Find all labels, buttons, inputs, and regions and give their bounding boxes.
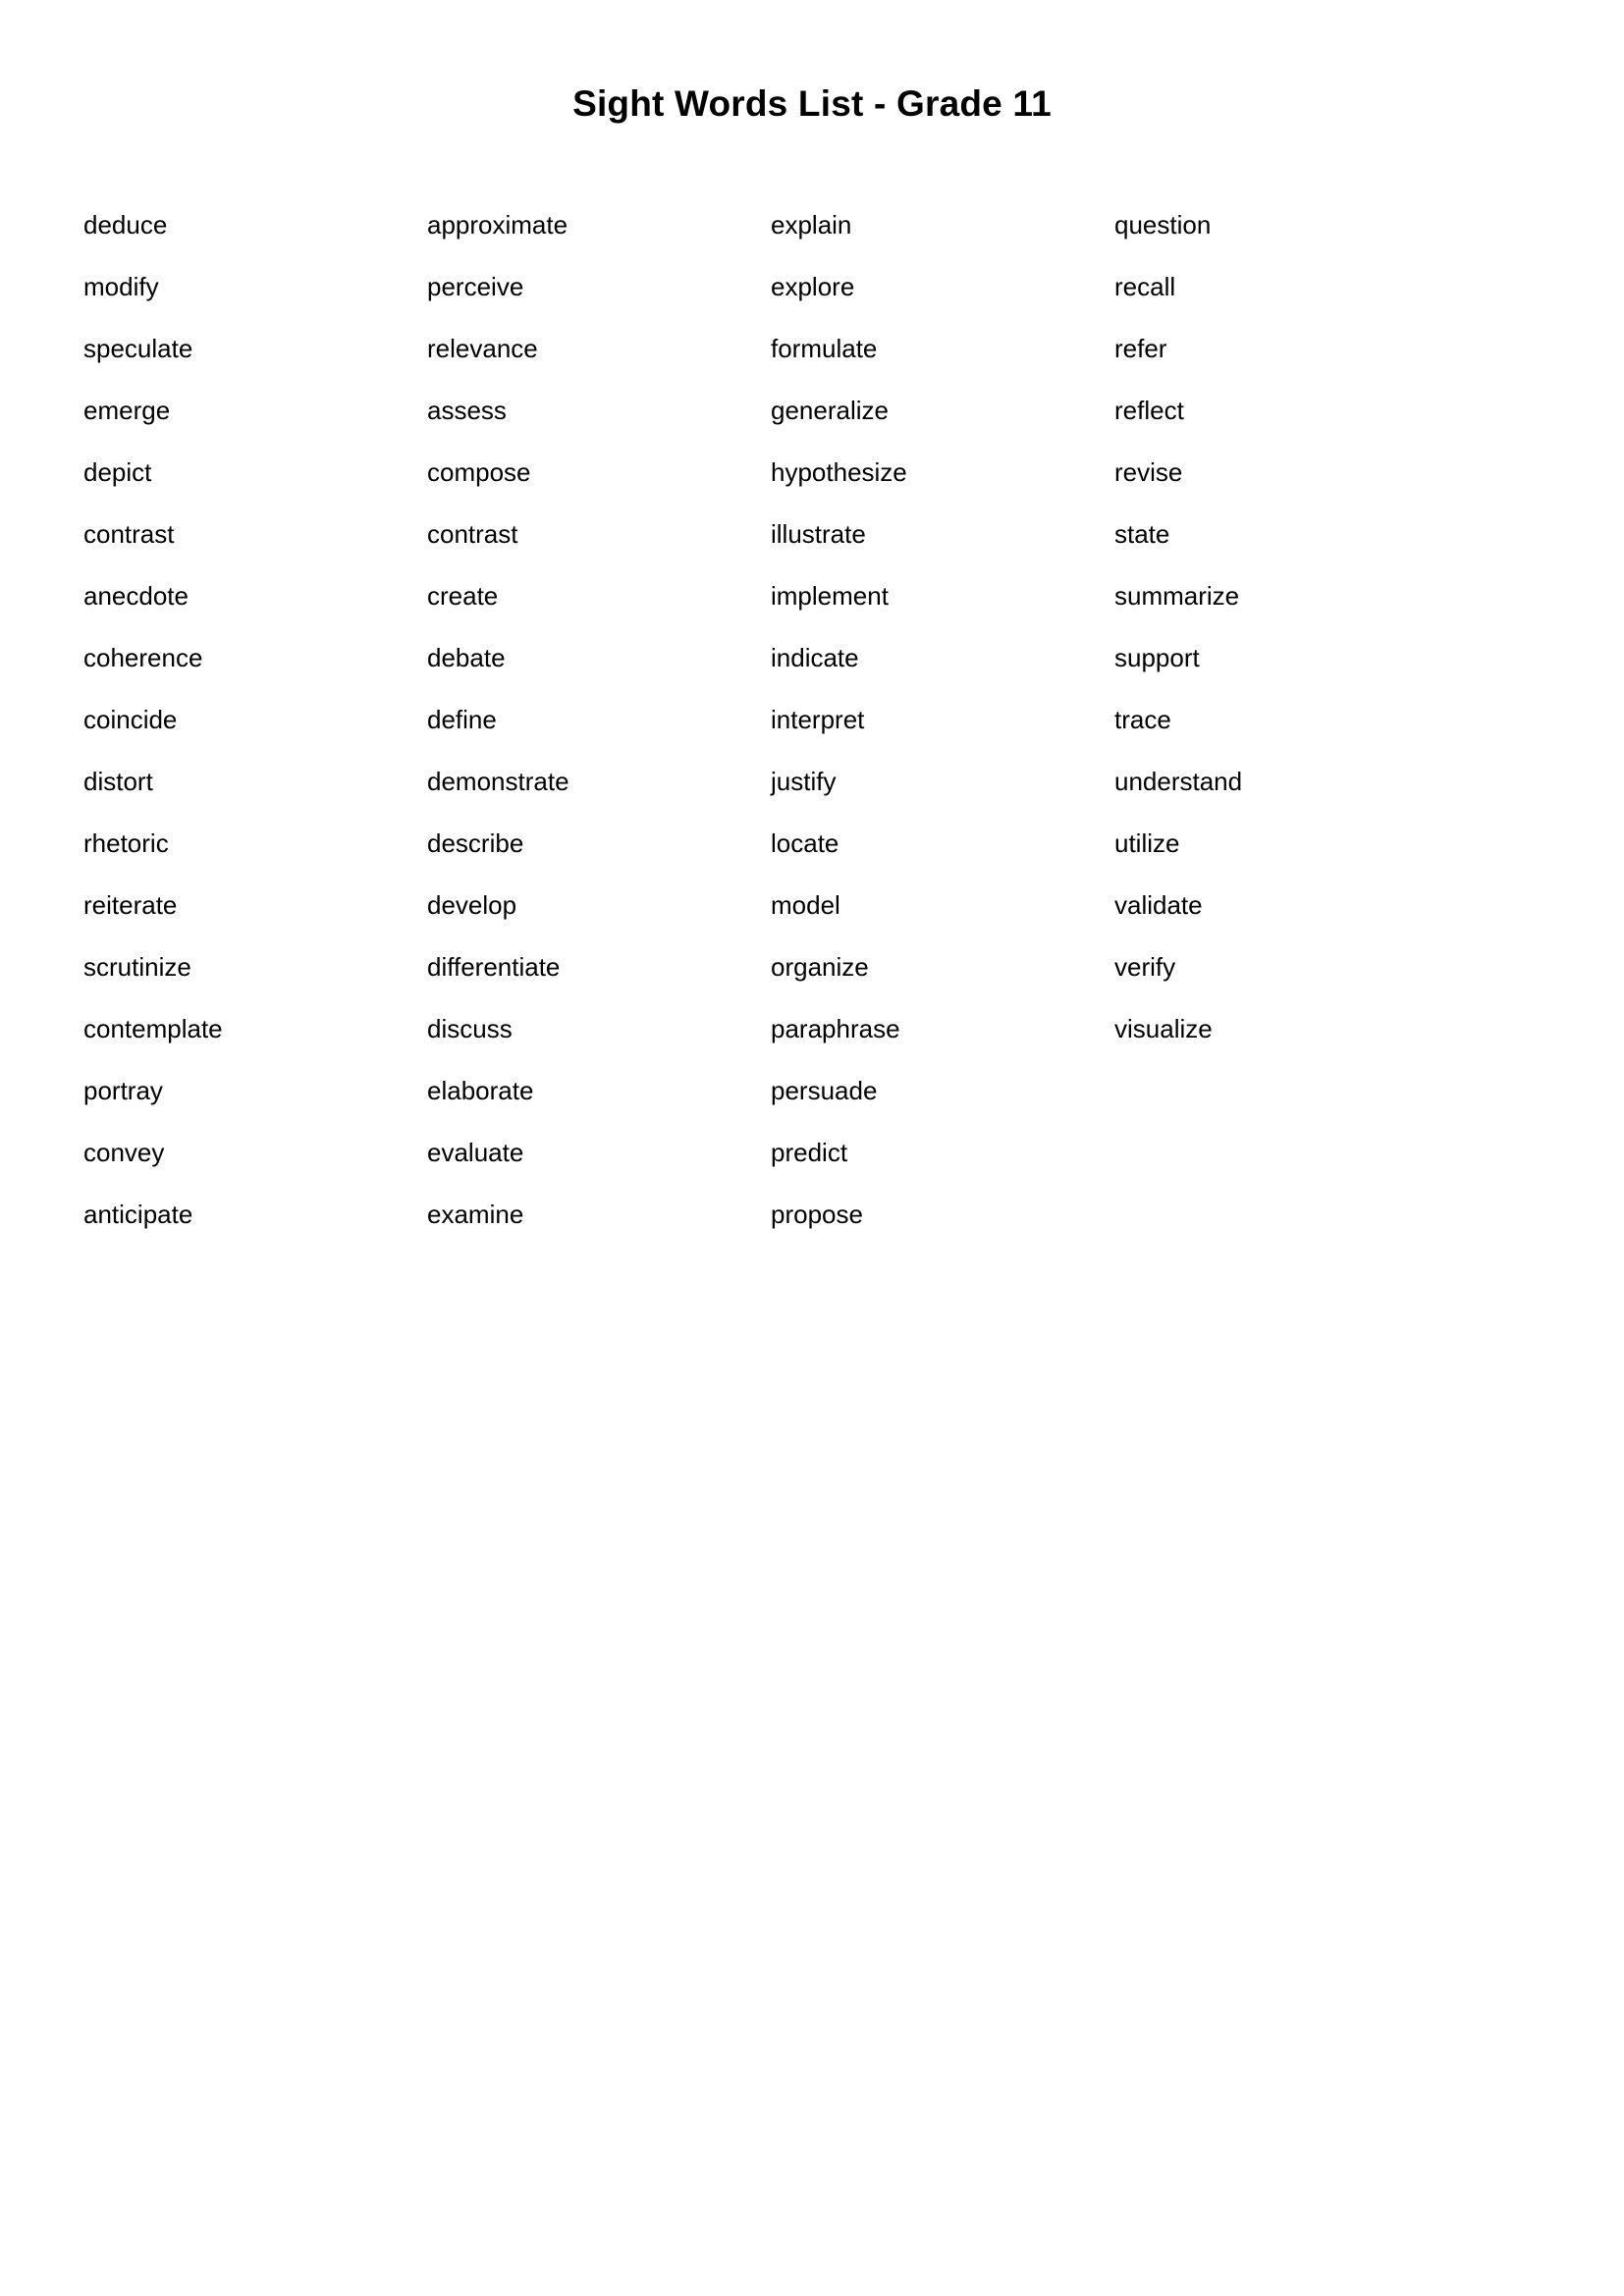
word-item: examine (427, 1200, 524, 1229)
word-item: discuss (427, 1014, 513, 1043)
word-item: utilize (1114, 828, 1180, 858)
word-item: convey (83, 1138, 165, 1167)
word-item: perceive (427, 272, 524, 301)
word-column-4 (1114, 194, 1458, 1060)
word-item: model (771, 890, 840, 920)
word-item: anticipate (83, 1200, 193, 1229)
word-item: understand (1114, 767, 1243, 796)
word-item: interpret (771, 705, 865, 734)
word-item: explain (771, 210, 852, 240)
word-item: illustrate (771, 519, 866, 549)
word-item: summarize (1114, 581, 1240, 611)
word-item: paraphrase (771, 1014, 900, 1043)
word-item: indicate (771, 643, 859, 672)
word-item: scrutinize (83, 952, 191, 982)
word-item: demonstrate (427, 767, 569, 796)
word-item: describe (427, 828, 524, 858)
word-item: verify (1114, 952, 1176, 982)
word-item: hypothesize (771, 457, 907, 487)
word-item: relevance (427, 334, 538, 363)
word-item: rhetoric (83, 828, 169, 858)
word-item: create (427, 581, 499, 611)
word-item: contrast (83, 519, 175, 549)
word-item: reflect (1114, 396, 1184, 425)
word-item: speculate (83, 334, 193, 363)
word-column-3 (771, 194, 1114, 1246)
word-item: reiterate (83, 890, 178, 920)
word-item: generalize (771, 396, 889, 425)
word-item: emerge (83, 396, 171, 425)
word-item: approximate (427, 210, 568, 240)
word-item: state (1114, 519, 1170, 549)
word-item: evaluate (427, 1138, 524, 1167)
word-item: coincide (83, 705, 178, 734)
word-item: elaborate (427, 1076, 534, 1105)
word-item: trace (1114, 705, 1171, 734)
word-item: predict (771, 1138, 848, 1167)
word-item: explore (771, 272, 855, 301)
word-column-2 (427, 194, 771, 1246)
word-item: distort (83, 767, 153, 796)
word-item: anecdote (83, 581, 189, 611)
word-item: contemplate (83, 1014, 223, 1043)
word-item: revise (1114, 457, 1183, 487)
word-item: propose (771, 1200, 863, 1229)
word-item: validate (1114, 890, 1203, 920)
word-item: contrast (427, 519, 518, 549)
word-item: portray (83, 1076, 163, 1105)
word-list-columns (83, 194, 1458, 1246)
word-item: coherence (83, 643, 203, 672)
word-item: support (1114, 643, 1200, 672)
word-item: develop (427, 890, 517, 920)
word-item: deduce (83, 210, 168, 240)
word-item: formulate (771, 334, 878, 363)
word-item: question (1114, 210, 1212, 240)
word-item: modify (83, 272, 159, 301)
word-item: define (427, 705, 497, 734)
word-item: assess (427, 396, 507, 425)
word-item: locate (771, 828, 839, 858)
word-item: implement (771, 581, 889, 611)
word-item: compose (427, 457, 531, 487)
word-item: recall (1114, 272, 1176, 301)
word-item: refer (1114, 334, 1167, 363)
word-item: differentiate (427, 952, 561, 982)
word-column-1 (83, 194, 427, 1246)
word-item: debate (427, 643, 506, 672)
word-item: persuade (771, 1076, 878, 1105)
word-item: organize (771, 952, 869, 982)
word-item: visualize (1114, 1014, 1213, 1043)
word-item: depict (83, 457, 152, 487)
page-title: Sight Words List - Grade 11 (572, 83, 1052, 124)
word-item: justify (771, 767, 837, 796)
